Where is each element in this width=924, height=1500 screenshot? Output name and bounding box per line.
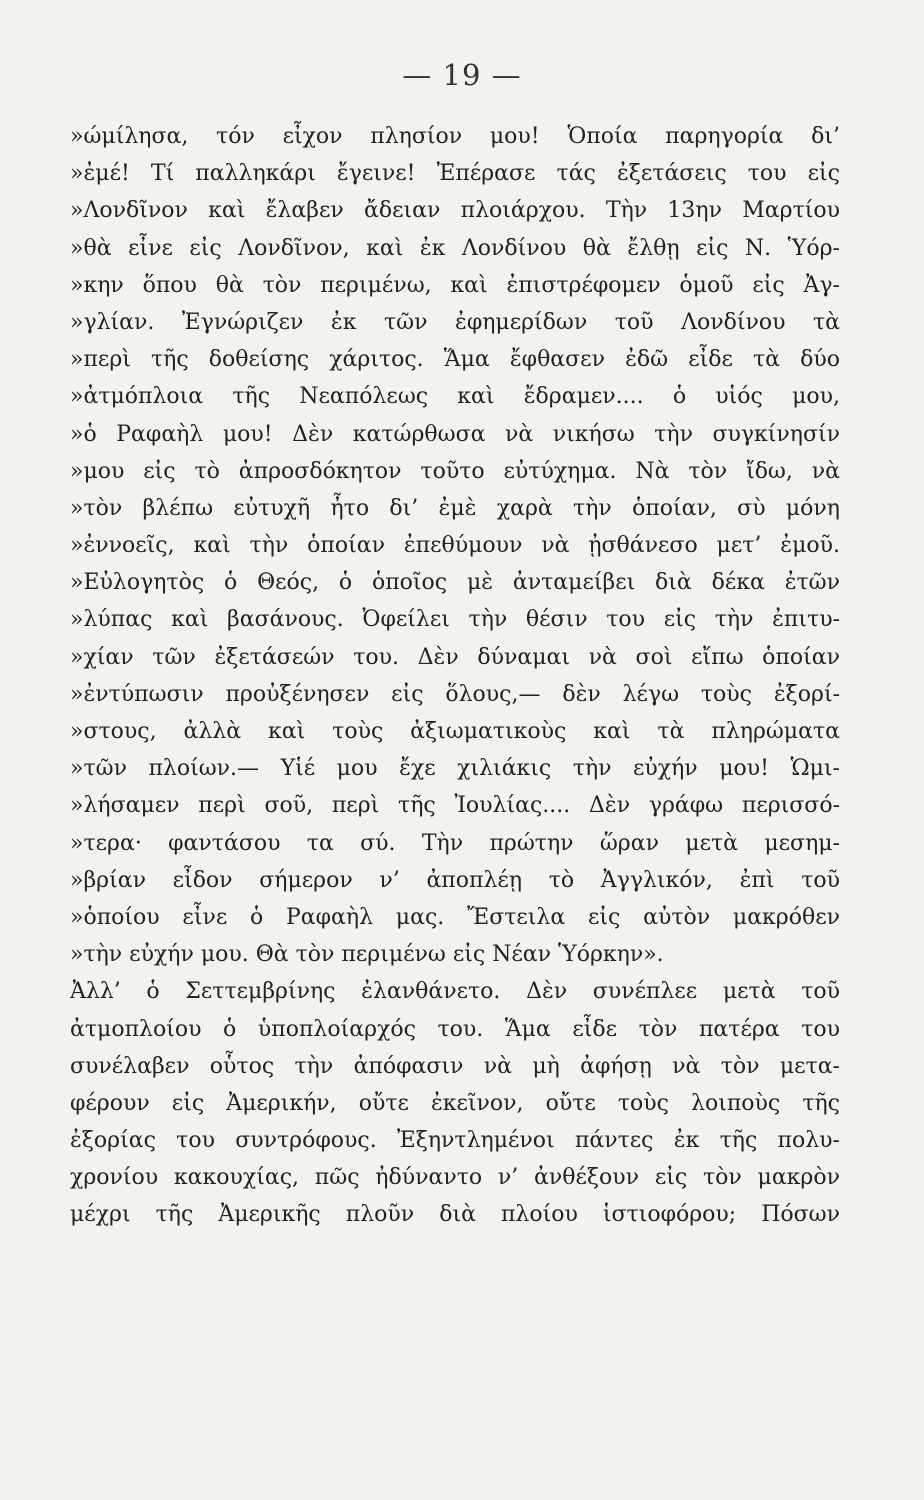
text-line: »ἐννοεῖς, καὶ τὴν ὁποίαν ἐπεθύμουν νὰ ᾐσθάνεσο μετ’ ἐμοῦ.	[70, 533, 840, 559]
text-line: »ἀτμόπλοια τῆς Νεαπόλεως καὶ ἔδραμεν.... ὁ υἱός μου,	[70, 384, 840, 410]
text-line: »γλίαν. Ἐγνώριζεν ἐκ τῶν ἐφημερίδων τοῦ Λονδίνου τὰ	[70, 309, 840, 335]
text-line: »ὁποίου εἶνε ὁ Ραφαὴλ μας. Ἔστειλα εἰς αὐτὸν μακρόθεν	[70, 904, 840, 930]
text-line: »θὰ εἶνε εἰς Λονδῖνον, καὶ ἐκ Λονδίνου θὰ ἔλθῃ εἰς Ν. Ὑόρ-	[70, 235, 840, 261]
text-line: μέχρι τῆς Ἀμερικῆς πλοῦν διὰ πλοίου ἱστιοφόρου; Πόσων	[70, 1202, 840, 1228]
text-line: συνέλαβεν οὗτος τὴν ἀπόφασιν νὰ μὴ ἀφήσῃ νὰ τὸν μετα-	[70, 1053, 840, 1079]
text-line: »Εὐλογητὸς ὁ Θεός, ὁ ὁποῖος μὲ ἀνταμείβει διὰ δέκα ἐτῶν	[70, 570, 840, 596]
text-line: Ἀλλ’ ὁ Σεττεμβρίνης ἐλανθάνετο. Δὲν συνέπλεε μετὰ τοῦ	[70, 979, 840, 1005]
text-line: »ἐμέ! Τί παλληκάρι ἔγεινε! Ἐπέρασε τάς ἐξετάσεις του εἰς	[70, 161, 840, 187]
body-text	[70, 118, 840, 1234]
text-line: »Λονδῖνον καὶ ἔλαβεν ἄδειαν πλοιάρχου. Τὴν 13ην Μαρτίου	[70, 198, 840, 224]
text-line: »λύπας καὶ βασάνους. Ὀφείλει τὴν θέσιν του εἰς τὴν ἐπιτυ-	[70, 607, 840, 633]
text-line: »μου εἰς τὸ ἀπροσδόκητον τοῦτο εὐτύχημα. Νὰ τὸν ἴδω, νὰ	[70, 458, 840, 484]
text-line: »τὴν εὐχήν μου. Θὰ τὸν περιμένω εἰς Νέαν Ὑόρκην».	[70, 942, 664, 968]
text-line: »χίαν τῶν ἐξετάσεών του. Δὲν δύναμαι νὰ σοὶ εἴπω ὁποίαν	[70, 644, 840, 670]
text-line: »λήσαμεν περὶ σοῦ, περὶ τῆς Ἰουλίας.... Δὲν γράφω περισσό-	[70, 793, 840, 819]
page-number: — 19 —	[402, 58, 522, 92]
text-line: ἐξορίας του συντρόφους. Ἐξηντλημένοι πάντες ἐκ τῆς πολυ-	[70, 1128, 840, 1154]
text-line: φέρουν εἰς Ἀμερικήν, οὔτε ἐκεῖνον, οὔτε τοὺς λοιποὺς τῆς	[70, 1090, 840, 1116]
text-line: »στους, ἀλλὰ καὶ τοὺς ἀξιωματικοὺς καὶ τὰ πληρώματα	[70, 719, 840, 744]
text-line: χρονίου κακουχίας, πῶς ἠδύναντο ν’ ἀνθέξουν εἰς τὸν μακρὸν	[70, 1165, 840, 1191]
text-line: »τὸν βλέπω εὐτυχῆ ἦτο δι’ ἐμὲ χαρὰ τὴν ὁποίαν, σὺ μόνη	[70, 495, 840, 521]
text-line: »βρίαν εἶδον σήμερον ν’ ἀποπλέῃ τὸ Ἀγγλικόν, ἐπὶ τοῦ	[70, 867, 840, 893]
text-line: »τερα· φαντάσου τα σύ. Τὴν πρώτην ὥραν μετὰ μεσημ-	[70, 830, 840, 856]
text-line: »ἐντύπωσιν προὐξένησεν εἰς ὅλους,— δὲν λέγω τοὺς ἐξορί-	[70, 681, 840, 707]
text-line: »ώμίλησα, τόν εἶχον πλησίον μου! Ὁποία παρηγορία δι’	[70, 124, 840, 149]
text-line: »τῶν πλοίων.— Υἱέ μου ἔχε χιλιάκις τὴν εὐχήν μου! Ὡμι-	[70, 756, 840, 782]
text-line: »κην ὅπου θὰ τὸν περιμένω, καὶ ἐπιστρέφομεν ὁμοῦ εἰς Ἀγ-	[70, 272, 840, 298]
text-line: »ὁ Ραφαὴλ μου! Δὲν κατώρθωσα νὰ νικήσω τὴν συγκίνησίν	[70, 421, 840, 447]
text-line: ἀτμοπλοίου ὁ ὑποπλοίαρχός του. Ἅμα εἶδε τὸν πατέρα του	[70, 1016, 840, 1042]
text-line: »περὶ τῆς δοθείσης χάριτος. Ἅμα ἔφθασεν ἐδῶ εἶδε τὰ δύο	[70, 347, 840, 373]
